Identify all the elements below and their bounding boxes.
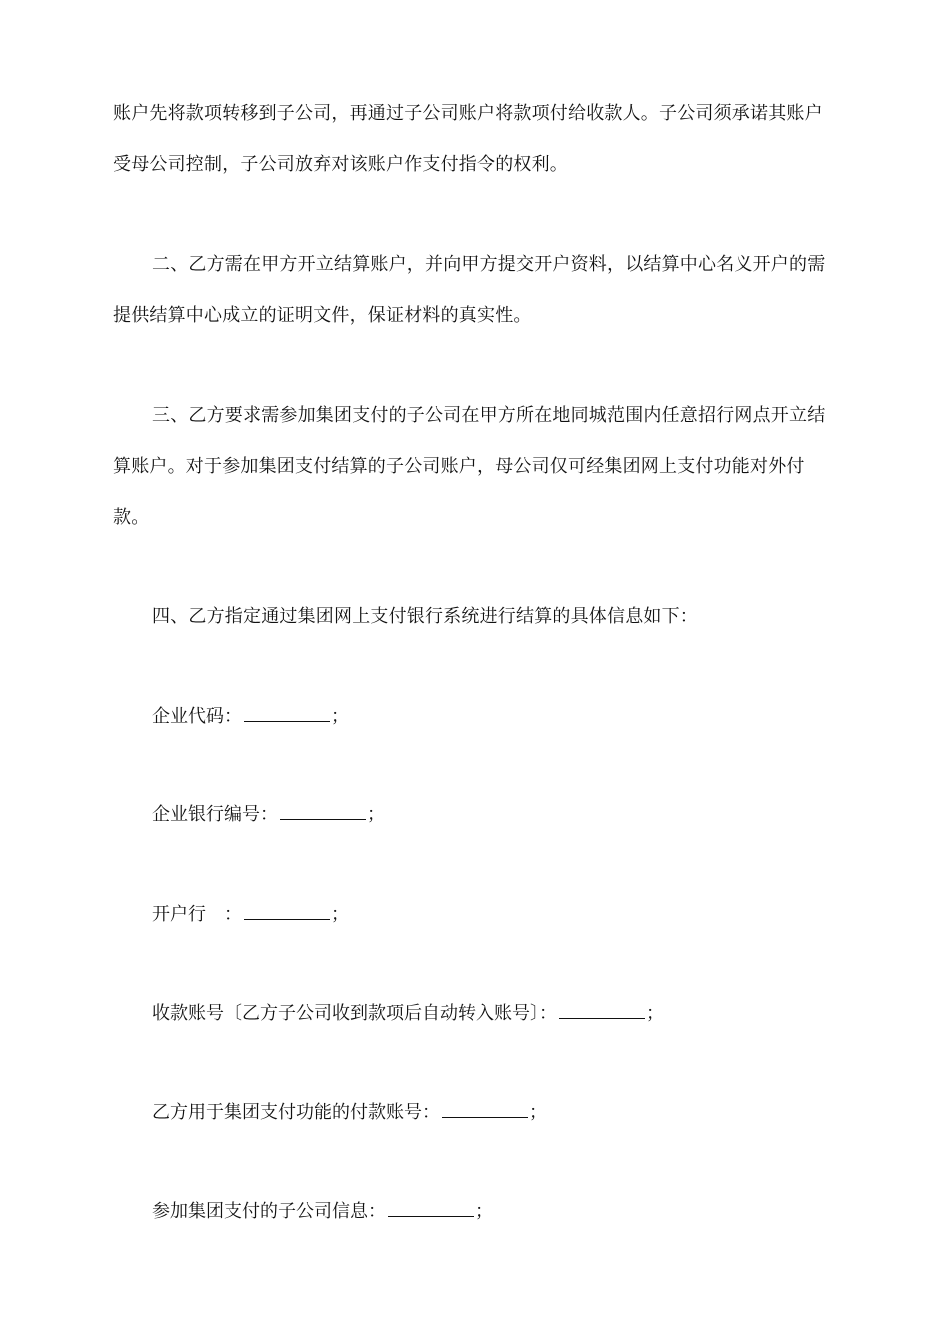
field-label: 收款账号〔乙方子公司收到款项后自动转入账号〕： xyxy=(152,1003,557,1024)
field-separator: ； xyxy=(367,804,385,825)
field-label: 企业代码： xyxy=(152,706,242,727)
field-separator: ； xyxy=(646,1003,664,1024)
field-separator: ； xyxy=(529,1102,547,1123)
paragraph-account-transfer: 账户先将款项转移到子公司，再通过子公司账户将款项付给收款人。子公司须承诺其账户受母公司控制，子公司放弃对该账户作支付指令的权利。 xyxy=(113,103,823,175)
field-separator: ； xyxy=(331,706,349,727)
blank-line[interactable] xyxy=(559,1000,645,1019)
field-opening-bank xyxy=(152,901,349,927)
field-label: 企业银行编号： xyxy=(152,804,278,825)
paragraph-clause-2: 二、乙方需在甲方开立结算账户，并向甲方提交开户资料，以结算中心名义开户的需提供结算中心成立的证明文件，保证材料的真实性。 xyxy=(113,254,826,326)
blank-line[interactable] xyxy=(244,901,330,920)
field-receiving-account xyxy=(152,1000,664,1026)
field-separator: ； xyxy=(331,904,349,925)
blank-line[interactable] xyxy=(244,703,330,722)
blank-line[interactable] xyxy=(388,1198,474,1217)
field-label: 参加集团支付的子公司信息： xyxy=(152,1201,386,1222)
blank-line[interactable] xyxy=(280,801,366,820)
field-enterprise-code xyxy=(152,703,349,729)
paragraph-clause-3: 三、乙方要求需参加集团支付的子公司在甲方所在地同城范围内任意招行网点开立结算账户。对于参加集团支付结算的子公司账户，母公司仅可经集团网上支付功能对外付款。 xyxy=(113,405,826,528)
field-payment-account xyxy=(152,1099,547,1125)
field-label: 开户行 ： xyxy=(152,904,242,925)
field-label: 乙方用于集团支付功能的付款账号： xyxy=(152,1102,440,1123)
field-subsidiary-info xyxy=(152,1198,493,1224)
field-enterprise-bank-number xyxy=(152,801,385,827)
blank-line[interactable] xyxy=(442,1099,528,1118)
paragraph-clause-4: 四、乙方指定通过集团网上支付银行系统进行结算的具体信息如下： xyxy=(152,606,698,627)
field-separator: ； xyxy=(475,1201,493,1222)
